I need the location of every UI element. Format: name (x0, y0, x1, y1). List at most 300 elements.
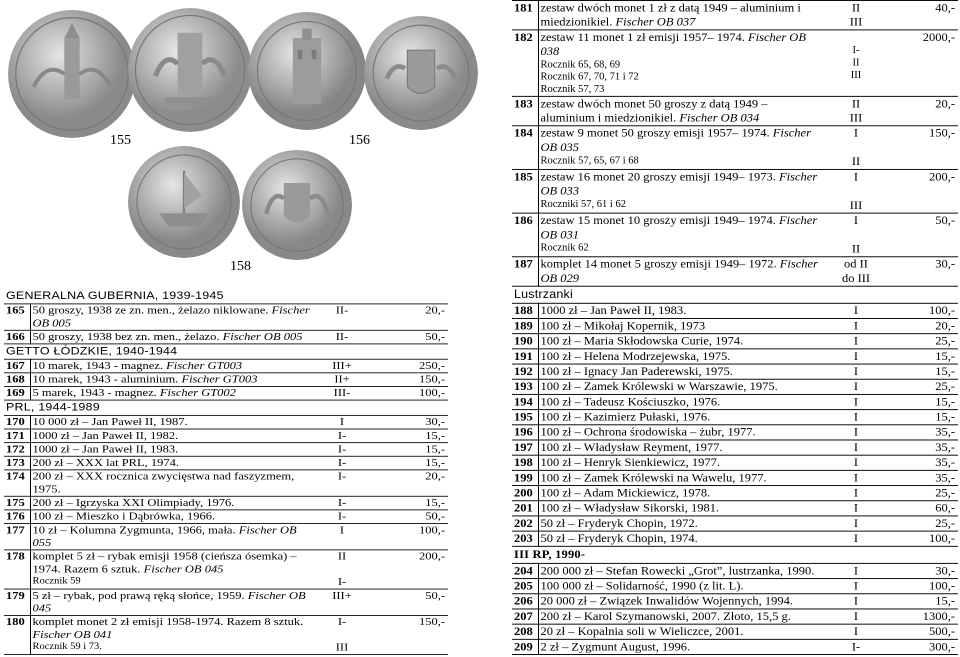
catalog-row (512, 126, 958, 170)
lot-grade (316, 550, 368, 589)
grade-value: III (849, 111, 863, 125)
lot-grade (316, 615, 368, 654)
catalog-row (512, 470, 958, 485)
lot-grade: I- (316, 470, 368, 496)
lot-number: 197 (512, 440, 538, 455)
lot-number: 208 (512, 624, 538, 639)
grade-value: do III (841, 271, 871, 285)
right-catalog-column (512, 0, 958, 655)
lot-price: 50,- (368, 589, 448, 615)
lot-price: 15,- (892, 364, 958, 379)
lot-price: 500,- (892, 624, 958, 639)
section-heading: PRL, 1944-1989 (6, 401, 100, 414)
lot-price: 20,- (368, 304, 448, 330)
lot-price: 15,- (892, 410, 958, 425)
lot-number: 192 (512, 364, 538, 379)
lot-description (30, 330, 316, 344)
lot-price: 25,- (892, 486, 958, 501)
catalog-row (4, 415, 448, 429)
lot-description (538, 563, 820, 578)
lot-desc-text: komplet 5 zł – rybak emisji 1958 (cieńsza ósemka) – 1974. Razem 6 sztuk. (32, 550, 297, 575)
lot-grade: I- (316, 429, 368, 443)
lot-description (538, 303, 820, 318)
lot-number: 180 (4, 615, 30, 654)
lot-subnote: Roczniki 57, 61 i 62 (540, 199, 626, 210)
lot-grade: I (820, 318, 892, 333)
lot-price: 35,- (892, 440, 958, 455)
lot-desc-text: 20 000 zł – Związek Inwalidów Wojennych, 1994. (540, 594, 794, 608)
lot-number: 168 (4, 373, 30, 387)
lot-desc-text: 1000 zł – Jan Paweł II, 1983. (540, 303, 687, 318)
lot-grade (820, 213, 892, 257)
lot-description (538, 531, 820, 546)
lot-grade: I (820, 425, 892, 440)
grade-subvalue: III (850, 70, 862, 81)
lot-grade: I (820, 516, 892, 531)
lot-subnote: Rocznik 57, 65, 67 i 68 (540, 155, 639, 167)
grade-subvalue: II (851, 154, 861, 169)
coin-156-obverse (248, 12, 366, 130)
catalog-row (4, 429, 448, 443)
lot-price: 150,- (368, 615, 448, 654)
lot-desc-text: 200 zł – Karol Szymanowski, 2007. Złoto, 15,5 g. (540, 609, 791, 623)
lot-number: 206 (512, 594, 538, 609)
catalog-row (512, 169, 958, 213)
lot-description (30, 359, 316, 373)
fischer-reference: Fischer OB 005 (222, 330, 303, 343)
catalog-row (512, 364, 958, 379)
catalog-row (4, 386, 448, 400)
lot-grade: I (820, 303, 892, 318)
lot-grade: I (820, 349, 892, 364)
coin-158-obverse (128, 146, 240, 258)
lot-desc-text: 5 marek, 1943 - magnez. (32, 386, 157, 399)
lot-price: 40,- (892, 0, 958, 29)
lot-grade: III- (316, 386, 368, 400)
catalog-table (4, 359, 448, 401)
lot-desc-text: 5 zł – rybak, pod prawą ręką słońce, 1959. (32, 589, 245, 602)
grade-spacer (822, 184, 890, 198)
coin-156-reverse (364, 16, 478, 130)
lot-number: 177 (4, 523, 30, 549)
lot-desc-text: 100 000 zł – Solidarność, 1990 (z lit. L). (540, 579, 744, 593)
fischer-reference: Fischer OB 029 (540, 257, 818, 285)
lot-number: 182 (512, 30, 538, 96)
grade-value: I (853, 169, 859, 184)
lot-grade: III+ (316, 589, 368, 615)
catalog-row (512, 30, 958, 96)
lot-description (538, 349, 820, 364)
lot-grade (820, 30, 892, 96)
lot-number: 165 (4, 304, 30, 330)
catalog-table (4, 303, 448, 344)
catalog-row (512, 609, 958, 624)
grade-subvalue: I- (852, 45, 860, 57)
lot-price: 200,- (368, 550, 448, 589)
lot-description (538, 425, 820, 440)
lot-desc-text: 100 zł – Zamek Królewski na Wawelu, 1977. (540, 470, 767, 485)
lot-grade (820, 126, 892, 170)
lot-desc-text: 10 zł – Kolumna Zygmunta, 1966, mała. (32, 523, 236, 536)
lot-grade: I (820, 470, 892, 485)
catalog-row (512, 516, 958, 531)
grade-value: I (853, 126, 859, 140)
lot-desc-text: zestaw dwóch monet 1 zł z datą 1949 – aluminium i miedzionikiel. (540, 0, 801, 29)
lot-price: 35,- (892, 425, 958, 440)
lot-description (538, 334, 820, 349)
grade-value: od II (844, 257, 868, 271)
lot-desc-text: zestaw 11 monet 1 zł emisji 1957– 1974. (540, 30, 745, 44)
lot-description (30, 429, 316, 443)
lot-desc-text: 100 zł – Henryk Sienkiewicz, 1977. (540, 455, 720, 469)
catalog-row (512, 624, 958, 639)
lot-grade (820, 169, 892, 213)
catalog-row (512, 303, 958, 318)
coin-label-156: 156 (349, 133, 370, 148)
grade-value: I (853, 213, 859, 227)
lot-grade: I (820, 334, 892, 349)
lot-number: 207 (512, 609, 538, 624)
lot-desc-text: 200 zł – XXX rocznica zwycięstwa nad faszyzmem, 1975. (32, 470, 295, 495)
lot-desc-text: 200 000 zł – Stefan Rowecki „Grot”, lustrzanka, 1990. (540, 563, 815, 578)
catalog-row (512, 379, 958, 394)
lot-desc-text: 2 zł – Zygmunt August, 1996. (540, 639, 691, 654)
coin-158-reverse (242, 150, 352, 260)
catalog-row (512, 639, 958, 654)
lot-price: 35,- (892, 455, 958, 470)
lot-number: 196 (512, 425, 538, 440)
lot-grade: I (820, 531, 892, 546)
lot-number: 166 (4, 330, 30, 344)
lot-price: 15,- (892, 349, 958, 364)
lot-number: 186 (512, 213, 538, 257)
lot-price: 1300,- (892, 609, 958, 624)
lot-description (538, 594, 820, 609)
lot-desc-text: 100 zł – Mikołaj Kopernik, 1973 (540, 318, 706, 333)
lot-number: 209 (512, 639, 538, 654)
lot-grade: I (820, 379, 892, 394)
lot-desc-text: 100 zł – Ochrona środowiska – żubr, 1977. (540, 425, 756, 439)
catalog-row (512, 334, 958, 349)
lot-desc-text: zestaw 16 monet 20 groszy emisji 1949– 1973. (540, 169, 776, 184)
lot-number: 193 (512, 379, 538, 394)
lot-desc-text: komplet 14 monet 5 groszy emisji 1949– 1972. (540, 257, 777, 271)
lot-price: 50,- (368, 330, 448, 344)
lot-number: 170 (4, 415, 30, 429)
fischer-reference: Fischer OB 033 (540, 169, 818, 198)
lot-subnote: Rocznik 65, 68, 69 (540, 59, 621, 71)
lot-number: 205 (512, 579, 538, 594)
lot-grade: I (820, 563, 892, 578)
lot-price: 150,- (892, 126, 958, 170)
catalog-row (512, 96, 958, 125)
fischer-reference: Fischer OB 041 (32, 628, 113, 641)
lot-desc-text: 50 groszy, 1938 bez zn. men., żelazo. (32, 330, 220, 343)
lot-grade: I- (316, 496, 368, 510)
catalog-row (4, 510, 448, 524)
lot-description (30, 470, 316, 496)
lot-desc-text: 10 marek, 1943 - aluminium. (32, 373, 179, 386)
lot-description (30, 496, 316, 510)
catalog-row (512, 563, 958, 578)
lot-description (538, 96, 820, 125)
lot-grade: I (820, 455, 892, 470)
lot-desc-text: 100 zł – Mieszko i Dąbrówka, 1966. (32, 510, 216, 523)
fischer-reference: Fischer OB 038 (540, 30, 806, 58)
lot-number: 202 (512, 516, 538, 531)
lot-price: 20,- (368, 470, 448, 496)
fischer-reference: Fischer GT002 (159, 386, 236, 399)
lot-description (538, 516, 820, 531)
lot-price: 15,- (368, 456, 448, 470)
lot-price: 15,- (368, 496, 448, 510)
catalog-row (4, 443, 448, 457)
grade-spacer (318, 563, 366, 576)
catalog-row (512, 425, 958, 440)
lot-number: 185 (512, 169, 538, 213)
lot-price: 15,- (892, 394, 958, 409)
lot-number: 189 (512, 318, 538, 333)
lot-number: 191 (512, 349, 538, 364)
lot-number: 198 (512, 455, 538, 470)
lot-desc-text: 1000 zł – Jan Paweł II, 1983. (32, 443, 179, 455)
lot-grade: I (820, 624, 892, 639)
lot-price: 100,- (892, 579, 958, 594)
lot-description (538, 440, 820, 455)
grade-subvalue: II (851, 242, 861, 256)
lot-grade: I (316, 523, 368, 549)
lot-desc-text: 50 zł – Fryderyk Chopin, 1974. (540, 531, 698, 545)
catalog-row (4, 470, 448, 496)
coin-label-155: 155 (110, 133, 131, 148)
catalog-row (4, 373, 448, 387)
lot-description (538, 486, 820, 501)
catalog-row (512, 594, 958, 609)
lot-description (538, 394, 820, 409)
lot-description (538, 639, 820, 654)
lot-number: 176 (4, 510, 30, 524)
lot-number: 184 (512, 126, 538, 170)
catalog-row (4, 589, 448, 615)
lot-description (30, 615, 316, 654)
catalog-row (512, 0, 958, 29)
coin-label-158: 158 (230, 259, 251, 274)
lot-desc-text: 10 000 zł – Jan Paweł II, 1987. (32, 415, 188, 428)
lot-description (538, 470, 820, 485)
lot-grade: I (820, 364, 892, 379)
lot-number: 171 (4, 429, 30, 443)
lot-grade: II- (316, 330, 368, 344)
grade-value: I- (337, 615, 347, 628)
lot-desc-text: zestaw 15 monet 10 groszy emisji 1949– 1974. (540, 213, 776, 227)
lot-price: 150,- (368, 373, 448, 387)
grade-value: II (851, 96, 861, 111)
lot-price: 20,- (892, 96, 958, 125)
lot-price: 250,- (368, 359, 448, 373)
catalog-table (4, 415, 448, 655)
grade-subvalue: III (335, 641, 349, 654)
lot-description (30, 523, 316, 549)
fischer-reference: Fischer GT003 (181, 373, 258, 386)
lot-price: 35,- (892, 470, 958, 485)
grade-spacer (822, 228, 890, 242)
lot-grade: I (820, 579, 892, 594)
lot-grade (820, 96, 892, 125)
catalog-row (4, 550, 448, 589)
coin-155-reverse (128, 8, 252, 132)
lot-grade: I (820, 410, 892, 425)
lot-number: 190 (512, 334, 538, 349)
left-catalog-column (4, 289, 448, 655)
lot-number: 181 (512, 0, 538, 29)
lot-description (30, 386, 316, 400)
catalog-row (4, 304, 448, 330)
lot-subnote: Rocznik 57, 73 (540, 84, 605, 95)
lot-desc-text: 200 zł – Igrzyska XXI Olimpiady, 1976. (32, 496, 235, 509)
grade-subvalue: I- (337, 575, 347, 588)
lot-description (538, 364, 820, 379)
grade-value: II (337, 550, 347, 563)
lot-description (538, 379, 820, 394)
catalog-row (512, 501, 958, 516)
lot-desc-text: 100 zł – Władysław Reyment, 1977. (540, 440, 723, 454)
section-heading: Lustrzanki (514, 287, 573, 301)
lot-description (538, 257, 820, 286)
lot-desc-text: 50 groszy, 1938 ze zn. men., żelazo niklowane. (32, 304, 269, 317)
lot-number: 173 (4, 456, 30, 470)
lot-grade: I (820, 440, 892, 455)
lot-description (538, 0, 820, 29)
catalog-table (512, 303, 958, 547)
lot-price: 100,- (892, 303, 958, 318)
catalog-row (4, 359, 448, 373)
fischer-reference: Fischer OB 045 (32, 589, 306, 615)
fischer-reference: Fischer OB 035 (540, 126, 811, 154)
lot-description (538, 455, 820, 470)
lot-number: 200 (512, 486, 538, 501)
lot-number: 195 (512, 410, 538, 425)
lot-description (30, 589, 316, 615)
catalog-row (512, 455, 958, 470)
lot-desc-text: 100 zł – Zamek Królewski w Warszawie, 1975. (540, 379, 778, 393)
lot-price: 50,- (892, 213, 958, 257)
catalog-row (512, 579, 958, 594)
lot-description (30, 456, 316, 470)
section-heading: GETTO ŁÓDZKIE, 1940-1944 (6, 345, 178, 358)
lot-grade: I (820, 609, 892, 624)
lot-description (30, 443, 316, 457)
lot-price: 25,- (892, 334, 958, 349)
lot-number: 204 (512, 563, 538, 578)
lot-description (30, 550, 316, 589)
lot-price: 15,- (368, 429, 448, 443)
lot-number: 187 (512, 257, 538, 286)
lot-desc-text: 100 zł – Tadeusz Kościuszko, 1976. (540, 394, 721, 409)
catalog-row (512, 257, 958, 286)
lot-subnote: Rocznik 59 (32, 576, 81, 587)
lot-number: 199 (512, 470, 538, 485)
lot-description (538, 318, 820, 333)
lot-price: 15,- (368, 443, 448, 457)
lot-description (538, 624, 820, 639)
grade-subvalue: III (849, 198, 863, 212)
lot-price: 20,- (892, 318, 958, 333)
lot-desc-text: 50 zł – Fryderyk Chopin, 1972. (540, 516, 698, 530)
lot-price: 50,- (368, 510, 448, 524)
lot-grade: I- (316, 510, 368, 524)
lot-desc-text: 1000 zł – Jan Paweł II, 1982. (32, 429, 179, 442)
lot-desc-text: 200 zł – XXX lat PRL, 1974. (32, 456, 180, 469)
lot-number: 175 (4, 496, 30, 510)
lot-number: 201 (512, 501, 538, 516)
lot-grade: I (820, 486, 892, 501)
lot-number: 174 (4, 470, 30, 496)
lot-price: 25,- (892, 516, 958, 531)
lot-desc-text: zestaw 9 monet 50 groszy emisji 1957– 1974. (540, 126, 770, 140)
lot-description (538, 609, 820, 624)
catalog-row (4, 456, 448, 470)
lot-grade: I (820, 594, 892, 609)
catalog-row (4, 496, 448, 510)
catalog-row (512, 349, 958, 364)
lot-number: 169 (4, 386, 30, 400)
lot-number: 188 (512, 303, 538, 318)
lot-price: 60,- (892, 501, 958, 516)
catalog-row (4, 330, 448, 344)
lot-grade: I (316, 415, 368, 429)
lot-desc-text: komplet monet 2 zł emisji 1958-1974. Razem 8 sztuk. (32, 615, 304, 628)
catalog-row (512, 440, 958, 455)
lot-grade: III+ (316, 359, 368, 373)
lot-grade (820, 257, 892, 286)
lot-desc-text: 100 zł – Maria Skłodowska Curie, 1974. (540, 334, 744, 348)
lot-number: 179 (4, 589, 30, 615)
lot-subnote: Rocznik 62 (540, 243, 589, 254)
lot-description (538, 126, 820, 170)
lot-number: 194 (512, 394, 538, 409)
lot-number: 167 (4, 359, 30, 373)
lot-subnote: Rocznik 59 i 73. (32, 642, 102, 652)
catalog-table (512, 0, 958, 287)
lot-grade: II+ (316, 373, 368, 387)
lot-price: 30,- (368, 415, 448, 429)
lot-desc-text: 100 zł – Kazimierz Pułaski, 1976. (540, 410, 711, 424)
lot-price: 300,- (892, 639, 958, 654)
lot-number: 203 (512, 531, 538, 546)
grade-spacer (318, 629, 366, 642)
lot-desc-text: 100 zł – Helena Modrzejewska, 1975. (540, 349, 731, 363)
fischer-reference: Fischer OB 045 (143, 563, 224, 575)
fischer-reference: Fischer OB 031 (540, 213, 818, 242)
grade-value: III (849, 15, 863, 29)
lot-description (538, 213, 820, 257)
fischer-reference: Fischer GT003 (166, 359, 243, 372)
lot-desc-text: 100 zł – Ignacy Jan Paderewski, 1975. (540, 364, 733, 378)
lot-subnote: Rocznik 67, 70, 71 i 72 (540, 72, 639, 83)
lot-price: 30,- (892, 257, 958, 286)
lot-grade: I (820, 501, 892, 516)
lot-description (30, 510, 316, 524)
lot-price: 100,- (368, 386, 448, 400)
lot-number: 183 (512, 96, 538, 125)
section-heading: GENERALNA GUBERNIA, 1939-1945 (6, 289, 224, 302)
lot-grade (820, 0, 892, 29)
catalog-row (512, 410, 958, 425)
lot-description (538, 410, 820, 425)
catalog-row (512, 486, 958, 501)
lot-desc-text: 100 zł – Władysław Sikorski, 1981. (540, 501, 720, 515)
lot-description (30, 415, 316, 429)
